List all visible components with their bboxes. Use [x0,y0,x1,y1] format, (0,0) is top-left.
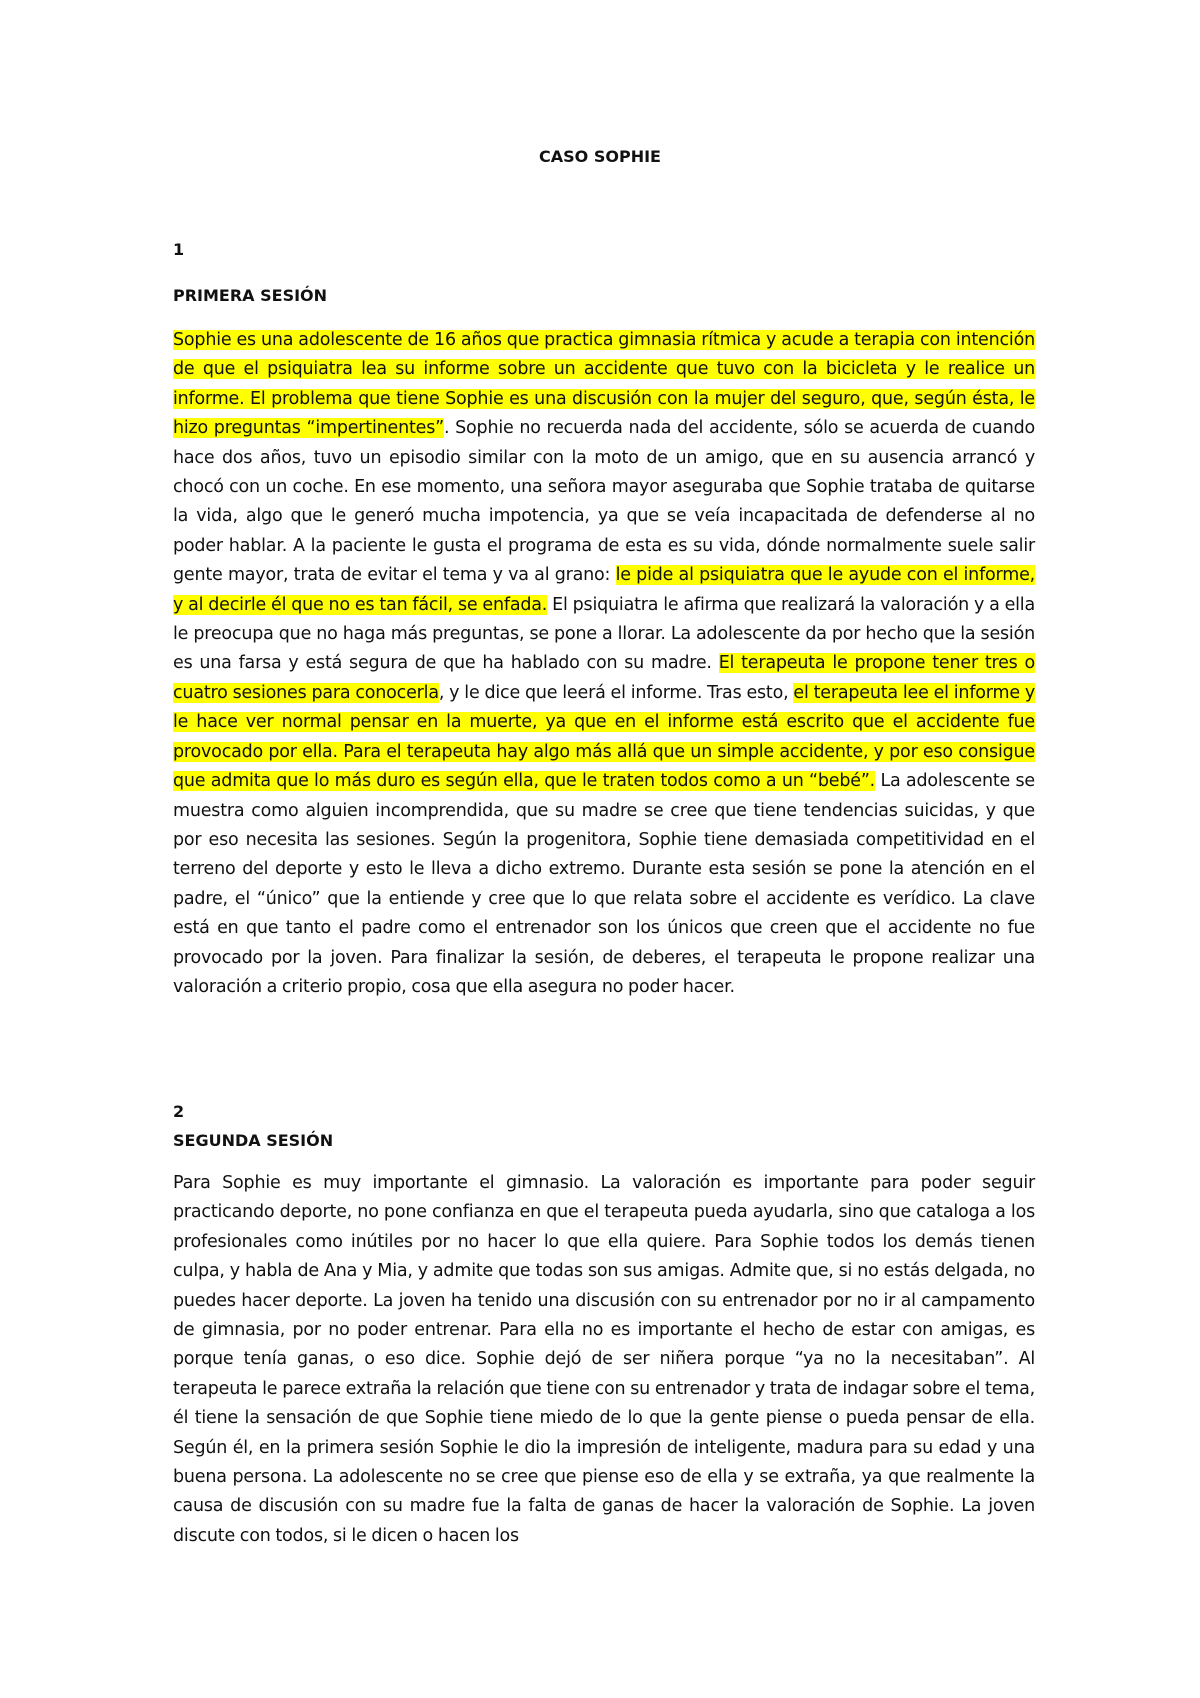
highlighted-text: Sophie es una adolescente de 16 años que practica gimnasia rítmica y acude a terapia con intención de que el psiquiatra lea su informe sobre un accidente que tuvo con la bicicleta y le realice un informe. El problema que tiene Sophie es una discusión con la mujer del seguro, que, según ésta, le hizo preguntas “impertinentes” [173,330,1035,439]
body-text: El psiquiatra le afirma que realizará la valoración y a ella le preocupa que no haga más preguntas, se pone a llorar. La adolescente da por hecho que la sesión es una farsa y está segura de que ha hablado con su madre. [173,594,1035,674]
body-text: Para Sophie es muy importante el gimnasio. La valoración es importante para poder seguir practicando deporte, no pone confianza en que el terapeuta pueda ayudarla, sino que cataloga a los profesionales como inútiles por no hacer lo que ella quiere. Para Sophie todos los demás tienen culpa, y habla de Ana y Mia, y admite que todas son sus amigas. Admite que, si no estás delgada, no puedes hacer deporte. La joven ha tenido una discusión con su entrenador por no ir al campamento de gimnasia, por no poder entrenar. Para ella no es importante el hecho de estar con amigas, es porque tenía ganas, o eso dice. Sophie dejó de ser niñera porque “ya no la necesitaban”. Al terapeuta le parece extraña la relación que tiene con su entrenador y trata de indagar sobre el tema, él tiene la sensación de que Sophie tiene miedo de lo que la gente piense o pueda pensar de ella. Según él, en la primera sesión Sophie le dio la impresión de inteligente, madura para su edad y una buena persona. La adolescente no se cree que piense eso de ella y se extraña, ya que realmente la causa de discusión con su madre fue la falta de ganas de hacer la valoración de Sophie. La joven discute con todos, si le dicen o hacen los [173,1173,1035,1546]
section-paragraph [173,1169,1035,1551]
body-text: . Sophie no recuerda nada del accidente, sólo se acuerda de cuando hace dos años, tuvo un episodio similar con la moto de un amigo, que en su ausencia arrancó y chocó con un coche. En ese momento, una señora mayor aseguraba que Sophie trataba de quitarse la vida, algo que le generó mucha impotencia, ya que se veía incapacitada de defenderse al no poder hablar. A la paciente le gusta el programa de esta es su vida, dónde normalmente suele salir gente mayor, trata de evitar el tema y va al grano: [173,418,1035,586]
section-heading: PRIMERA SESIÓN [173,286,328,305]
body-text: , y le dice que leerá el informe. Tras esto, [438,682,794,703]
section-heading: SEGUNDA SESIÓN [173,1131,334,1150]
section-number: 2 [173,1102,185,1121]
highlighted-text: el terapeuta lee el informe y le hace ver normal pensar en la muerte, ya que en el informe está escrito que el accidente fue provocado por ella. Para el terapeuta hay algo más allá que un simple accidente, y por eso consigue que admita que lo más duro es según ella, que le traten todos como a un “bebé”. [173,682,1035,792]
section-paragraph [173,326,1035,1002]
document-title: CASO SOPHIE [539,147,661,166]
body-text: La adolescente se muestra como alguien incomprendida, que su madre se cree que tiene tendencias suicidas, y que por eso necesita las sesiones. Según la progenitora, Sophie tiene demasiada competitividad en el terreno del deporte y esto le lleva a dicho extremo. Durante esta sesión se pone la atención en el padre, el “único” que la entiende y cree que lo que relata sobre el accidente es verídico. La clave está en que tanto el padre como el entrenador son los únicos que creen que el accidente no fue provocado por la joven. Para finalizar la sesión, de deberes, el terapeuta le propone realizar una valoración a criterio propio, cosa que ella asegura no poder hacer. [173,771,1036,997]
section-number: 1 [173,240,185,259]
highlighted-text: le pide al psiquiatra que le ayude con el informe, y al decirle él que no es tan fácil, se enfada. [173,565,1036,615]
highlighted-text: El terapeuta le propone tener tres o cuatro sesiones para conocerla [173,653,1036,703]
